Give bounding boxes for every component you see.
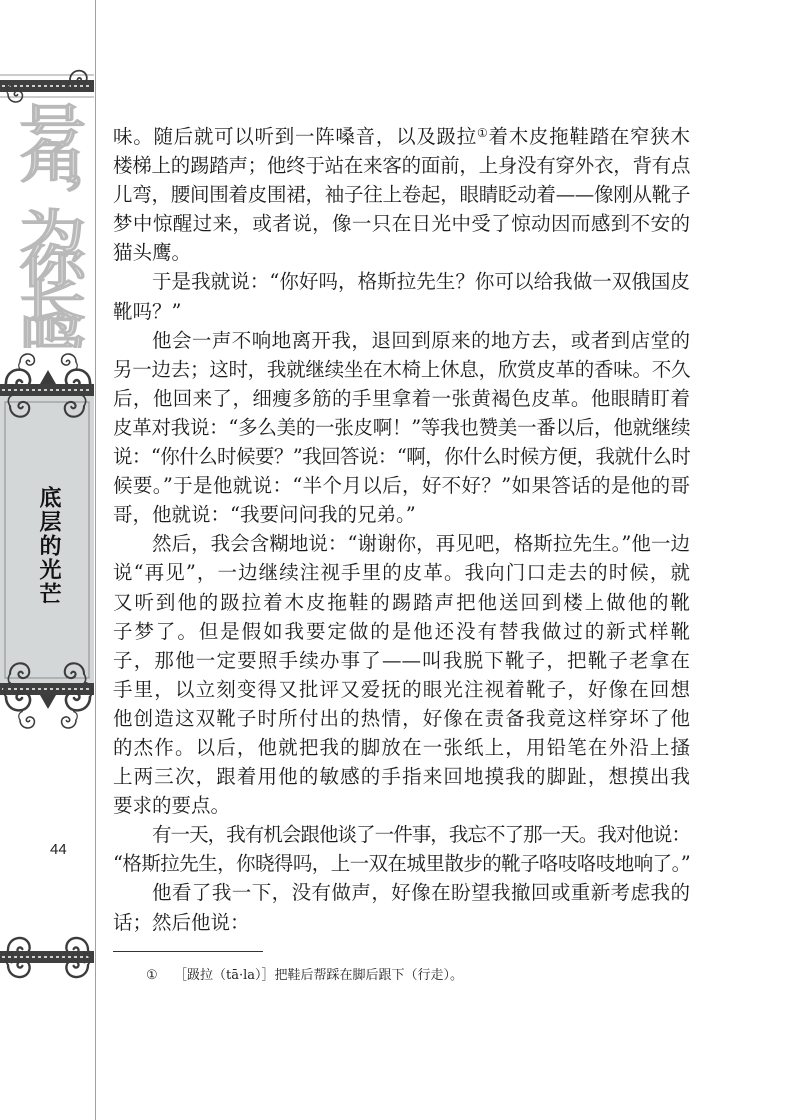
text-line: 味。随后就可以听到一阵嗓音，以及趿拉①着木皮拖鞋踏在窄狭木 (113, 125, 690, 148)
text-line: 的杰作。以后，他就把我的脚放在一张纸上，用铅笔在外沿上搔 (113, 735, 690, 759)
text-line: “格斯拉先生，你晓得吗，上一双在城里散步的靴子咯吱咯吱地响了。” (113, 852, 690, 876)
text-line: 他看了我一下，没有做声，好像在盼望我撤回或重新考虑我的 (152, 881, 690, 905)
text-line: 要求的要点。 (113, 794, 231, 818)
text-line: 于是我就说：“你好吗，格斯拉先生？你可以给我做一双俄国皮 (152, 270, 690, 294)
body-text (113, 122, 690, 937)
text-line: 子，那他一定要照手续办事了——叫我脱下靴子，把靴子老拿在 (113, 648, 690, 672)
text-line: 又听到他的趿拉着木皮拖鞋的踢踏声把他送回到楼上做他的靴 (113, 590, 690, 614)
text-line: 楼梯上的踢踏声；他终于站在来客的面前，上身没有穿外衣，背有点 (113, 154, 690, 178)
footnote-reference: ① (477, 126, 489, 140)
book-title: 号角，为你长鸣 (9, 101, 88, 347)
text-line: 另一边去；这时，我就继续坐在木椅上休息，欣赏皮革的香味。不久 (113, 357, 690, 381)
ornament-above-section (0, 354, 94, 397)
text-line: 靴吗？” (113, 299, 182, 323)
footnote-text: ［趿拉（tā·la）］把鞋后帮踩在脚后跟下（行走）。 (174, 968, 464, 983)
ornament-below-section (0, 683, 94, 728)
text-line: 子梦了。但是假如我要定做的是他还没有替我做过的新式样靴 (113, 619, 690, 643)
text-line: 有一天，我有机会跟他谈了一件事，我忘不了那一天。我对他说： (152, 823, 690, 847)
text-line: 哥，他就说：“我要问问我的兄弟。” (113, 503, 416, 527)
ornament-top (0, 71, 94, 102)
text-line: 上两三次，跟着用他的敏感的手指来回地摸我的脚趾，想摸出我 (113, 765, 690, 789)
section-title: 底层的光芒 (36, 486, 61, 606)
footnote-rule (113, 951, 263, 952)
text-line: 说：“你什么时候要？”我回答说：“啊，你什么时候方便，我就什么时 (113, 445, 690, 469)
text-line: 儿弯，腰间围着皮围裙，袖子往上卷起，眼睛眨动着——像刚从靴子 (113, 183, 690, 207)
text-line: 话；然后他说： (113, 910, 250, 934)
text-line: 说“再见”，一边继续注视手里的皮革。我向门口走去的时候，就 (113, 561, 690, 585)
page-number: 44 (50, 841, 67, 858)
footnote-marker: ① (146, 968, 158, 983)
text-line: 后，他回来了，细瘦多筋的手里拿着一张黄褐色皮革。他眼睛盯着 (113, 386, 690, 410)
text-line: 梦中惊醒过来，或者说，像一只在日光中受了惊动因而感到不安的 (113, 212, 690, 236)
footnote (146, 966, 646, 986)
text-line: 手里，以立刻变得又批评又爱抚的眼光注视着靴子，好像在回想 (113, 677, 690, 701)
text-line: 候要。”于是他就说：“半个月以后，好不好？”如果答话的是他的哥 (113, 474, 690, 498)
text-line: 他会一声不响地离开我，退回到原来的地方去，或者到店堂的 (152, 328, 690, 352)
text-line: 他创造这双靴子时所付出的热情，好像在责备我竟这样穿坏了他 (113, 706, 690, 730)
text-line: 猫头鹰。 (113, 241, 192, 265)
text-line: 然后，我会含糊地说：“谢谢你，再见吧，格斯拉先生。”他一边 (152, 532, 690, 556)
ornament-bottom (0, 938, 94, 977)
text-line: 皮革对我说：“多么美的一张皮啊！”等我也赞美一番以后，他就继续 (113, 415, 690, 439)
